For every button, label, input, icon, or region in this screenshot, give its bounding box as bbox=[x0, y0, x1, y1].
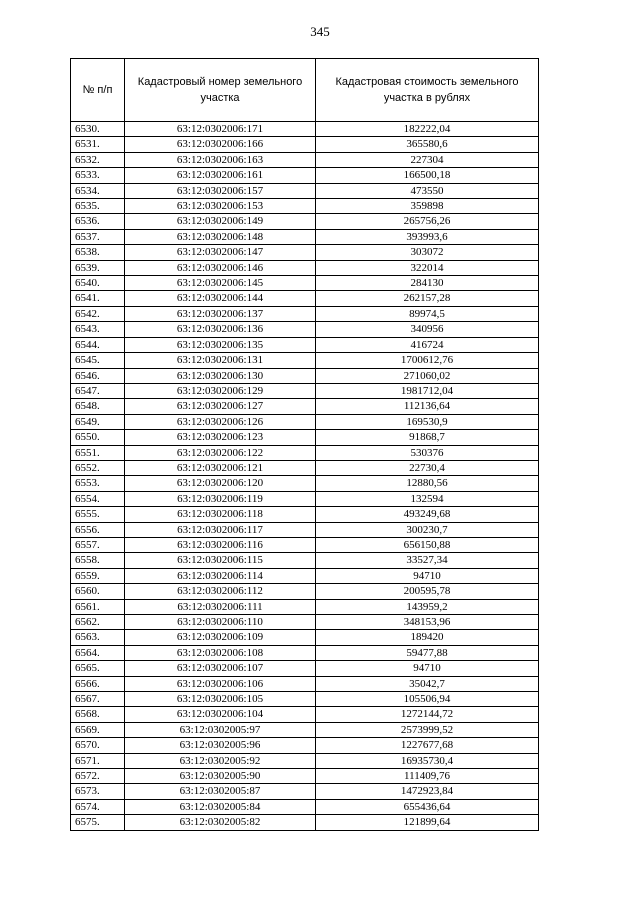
table-row bbox=[71, 491, 539, 506]
cadastral-value: 1472923,84 bbox=[316, 784, 539, 799]
cadastral-value: 169530,9 bbox=[316, 414, 539, 429]
table-row bbox=[71, 460, 539, 475]
cadastral-number: 63:12:0302006:106 bbox=[125, 676, 316, 691]
table-row bbox=[71, 152, 539, 167]
cadastral-number: 63:12:0302006:117 bbox=[125, 522, 316, 537]
cadastral-value: 227304 bbox=[316, 152, 539, 167]
table-row bbox=[71, 784, 539, 799]
cadastral-value: 262157,28 bbox=[316, 291, 539, 306]
row-number: 6563. bbox=[71, 630, 125, 645]
cadastral-number: 63:12:0302005:82 bbox=[125, 815, 316, 830]
cadastral-number: 63:12:0302006:104 bbox=[125, 707, 316, 722]
row-number: 6553. bbox=[71, 476, 125, 491]
table-row bbox=[71, 753, 539, 768]
row-number: 6575. bbox=[71, 815, 125, 830]
table-row bbox=[71, 769, 539, 784]
cadastral-value: 121899,64 bbox=[316, 815, 539, 830]
row-number: 6574. bbox=[71, 799, 125, 814]
cadastral-value: 656150,88 bbox=[316, 537, 539, 552]
cadastral-value: 2573999,52 bbox=[316, 722, 539, 737]
cadastral-number: 63:12:0302006:147 bbox=[125, 245, 316, 260]
table-body bbox=[71, 122, 539, 831]
cadastral-value: 284130 bbox=[316, 276, 539, 291]
cadastral-number: 63:12:0302006:115 bbox=[125, 553, 316, 568]
cadastral-number: 63:12:0302006:171 bbox=[125, 122, 316, 137]
row-number: 6534. bbox=[71, 183, 125, 198]
table-row bbox=[71, 676, 539, 691]
row-number: 6564. bbox=[71, 645, 125, 660]
row-number: 6562. bbox=[71, 615, 125, 630]
row-number: 6536. bbox=[71, 214, 125, 229]
cadastral-value: 94710 bbox=[316, 661, 539, 676]
cadastral-value: 16935730,4 bbox=[316, 753, 539, 768]
cadastral-number: 63:12:0302006:120 bbox=[125, 476, 316, 491]
table-row bbox=[71, 276, 539, 291]
cadastral-value: 105506,94 bbox=[316, 692, 539, 707]
table-row bbox=[71, 553, 539, 568]
table-row bbox=[71, 707, 539, 722]
table-row bbox=[71, 399, 539, 414]
cadastral-value: 22730,4 bbox=[316, 460, 539, 475]
table-row bbox=[71, 815, 539, 830]
cadastral-number: 63:12:0302006:105 bbox=[125, 692, 316, 707]
row-number: 6557. bbox=[71, 537, 125, 552]
header-cadastral-value: Кадастровая стоимость земельного участка в рублях bbox=[316, 59, 539, 122]
cadastral-number: 63:12:0302006:130 bbox=[125, 368, 316, 383]
table-row bbox=[71, 661, 539, 676]
cadastral-value: 112136,64 bbox=[316, 399, 539, 414]
table-row bbox=[71, 476, 539, 491]
cadastral-value-table bbox=[70, 58, 539, 831]
table-row bbox=[71, 584, 539, 599]
cadastral-value: 655436,64 bbox=[316, 799, 539, 814]
cadastral-value: 1700612,76 bbox=[316, 353, 539, 368]
cadastral-value: 348153,96 bbox=[316, 615, 539, 630]
cadastral-value: 91868,7 bbox=[316, 430, 539, 445]
cadastral-number: 63:12:0302006:111 bbox=[125, 599, 316, 614]
cadastral-number: 63:12:0302006:126 bbox=[125, 414, 316, 429]
cadastral-number: 63:12:0302006:129 bbox=[125, 383, 316, 398]
cadastral-number: 63:12:0302006:121 bbox=[125, 460, 316, 475]
table-row bbox=[71, 738, 539, 753]
row-number: 6533. bbox=[71, 168, 125, 183]
row-number: 6554. bbox=[71, 491, 125, 506]
cadastral-number: 63:12:0302006:112 bbox=[125, 584, 316, 599]
row-number: 6543. bbox=[71, 322, 125, 337]
cadastral-value: 1272144,72 bbox=[316, 707, 539, 722]
table-row bbox=[71, 368, 539, 383]
table-row bbox=[71, 353, 539, 368]
table-row bbox=[71, 645, 539, 660]
row-number: 6556. bbox=[71, 522, 125, 537]
table-row bbox=[71, 245, 539, 260]
row-number: 6567. bbox=[71, 692, 125, 707]
row-number: 6542. bbox=[71, 306, 125, 321]
table-row bbox=[71, 430, 539, 445]
row-number: 6561. bbox=[71, 599, 125, 614]
row-number: 6559. bbox=[71, 568, 125, 583]
row-number: 6573. bbox=[71, 784, 125, 799]
row-number: 6549. bbox=[71, 414, 125, 429]
row-number: 6541. bbox=[71, 291, 125, 306]
row-number: 6546. bbox=[71, 368, 125, 383]
cadastral-value: 322014 bbox=[316, 260, 539, 275]
cadastral-number: 63:12:0302005:87 bbox=[125, 784, 316, 799]
cadastral-value: 416724 bbox=[316, 337, 539, 352]
cadastral-number: 63:12:0302005:90 bbox=[125, 769, 316, 784]
table-row bbox=[71, 229, 539, 244]
table-row bbox=[71, 337, 539, 352]
table-row bbox=[71, 522, 539, 537]
cadastral-value: 393993,6 bbox=[316, 229, 539, 244]
row-number: 6550. bbox=[71, 430, 125, 445]
cadastral-number: 63:12:0302006:136 bbox=[125, 322, 316, 337]
table-row bbox=[71, 599, 539, 614]
cadastral-number: 63:12:0302006:161 bbox=[125, 168, 316, 183]
row-number: 6531. bbox=[71, 137, 125, 152]
cadastral-value: 271060,02 bbox=[316, 368, 539, 383]
row-number: 6558. bbox=[71, 553, 125, 568]
table-row bbox=[71, 414, 539, 429]
row-number: 6569. bbox=[71, 722, 125, 737]
row-number: 6555. bbox=[71, 507, 125, 522]
cadastral-value: 132594 bbox=[316, 491, 539, 506]
table-row bbox=[71, 630, 539, 645]
cadastral-number: 63:12:0302006:166 bbox=[125, 137, 316, 152]
cadastral-number: 63:12:0302006:108 bbox=[125, 645, 316, 660]
row-number: 6568. bbox=[71, 707, 125, 722]
row-number: 6540. bbox=[71, 276, 125, 291]
cadastral-value: 265756,26 bbox=[316, 214, 539, 229]
cadastral-value: 89974,5 bbox=[316, 306, 539, 321]
cadastral-number: 63:12:0302006:146 bbox=[125, 260, 316, 275]
header-row bbox=[71, 59, 539, 122]
row-number: 6545. bbox=[71, 353, 125, 368]
table-row bbox=[71, 260, 539, 275]
cadastral-value: 493249,68 bbox=[316, 507, 539, 522]
cadastral-value: 303072 bbox=[316, 245, 539, 260]
row-number: 6535. bbox=[71, 199, 125, 214]
cadastral-number: 63:12:0302005:97 bbox=[125, 722, 316, 737]
row-number: 6547. bbox=[71, 383, 125, 398]
table-row bbox=[71, 137, 539, 152]
table-row bbox=[71, 568, 539, 583]
cadastral-value: 182222,04 bbox=[316, 122, 539, 137]
row-number: 6532. bbox=[71, 152, 125, 167]
cadastral-number: 63:12:0302006:137 bbox=[125, 306, 316, 321]
cadastral-value: 35042,7 bbox=[316, 676, 539, 691]
row-number: 6539. bbox=[71, 260, 125, 275]
row-number: 6570. bbox=[71, 738, 125, 753]
cadastral-number: 63:12:0302006:131 bbox=[125, 353, 316, 368]
cadastral-value: 530376 bbox=[316, 445, 539, 460]
cadastral-number: 63:12:0302005:84 bbox=[125, 799, 316, 814]
table-row bbox=[71, 168, 539, 183]
cadastral-value: 359898 bbox=[316, 199, 539, 214]
row-number: 6572. bbox=[71, 769, 125, 784]
cadastral-number: 63:12:0302006:149 bbox=[125, 214, 316, 229]
cadastral-number: 63:12:0302006:114 bbox=[125, 568, 316, 583]
cadastral-value: 340956 bbox=[316, 322, 539, 337]
table-row bbox=[71, 183, 539, 198]
cadastral-value: 166500,18 bbox=[316, 168, 539, 183]
row-number: 6552. bbox=[71, 460, 125, 475]
table-row bbox=[71, 507, 539, 522]
table-row bbox=[71, 692, 539, 707]
cadastral-value: 94710 bbox=[316, 568, 539, 583]
table-row bbox=[71, 199, 539, 214]
row-number: 6548. bbox=[71, 399, 125, 414]
cadastral-number: 63:12:0302006:122 bbox=[125, 445, 316, 460]
cadastral-number: 63:12:0302006:144 bbox=[125, 291, 316, 306]
cadastral-number: 63:12:0302006:123 bbox=[125, 430, 316, 445]
row-number: 6544. bbox=[71, 337, 125, 352]
cadastral-number: 63:12:0302006:119 bbox=[125, 491, 316, 506]
cadastral-value: 1981712,04 bbox=[316, 383, 539, 398]
table-row bbox=[71, 214, 539, 229]
row-number: 6565. bbox=[71, 661, 125, 676]
table-row bbox=[71, 322, 539, 337]
cadastral-number: 63:12:0302005:96 bbox=[125, 738, 316, 753]
cadastral-number: 63:12:0302006:145 bbox=[125, 276, 316, 291]
header-number: № п/п bbox=[71, 59, 125, 122]
cadastral-value: 59477,88 bbox=[316, 645, 539, 660]
cadastral-number: 63:12:0302006:118 bbox=[125, 507, 316, 522]
table-row bbox=[71, 537, 539, 552]
header-cadastral-number: Кадастровый номер земельного участка bbox=[125, 59, 316, 122]
cadastral-value: 111409,76 bbox=[316, 769, 539, 784]
cadastral-value: 1227677,68 bbox=[316, 738, 539, 753]
cadastral-number: 63:12:0302006:127 bbox=[125, 399, 316, 414]
cadastral-number: 63:12:0302005:92 bbox=[125, 753, 316, 768]
cadastral-value: 143959,2 bbox=[316, 599, 539, 614]
table-row bbox=[71, 383, 539, 398]
cadastral-value: 189420 bbox=[316, 630, 539, 645]
row-number: 6530. bbox=[71, 122, 125, 137]
cadastral-number: 63:12:0302006:153 bbox=[125, 199, 316, 214]
cadastral-number: 63:12:0302006:148 bbox=[125, 229, 316, 244]
cadastral-value: 12880,56 bbox=[316, 476, 539, 491]
page-number: 345 bbox=[310, 24, 330, 39]
row-number: 6560. bbox=[71, 584, 125, 599]
table-row bbox=[71, 722, 539, 737]
table-row bbox=[71, 291, 539, 306]
cadastral-number: 63:12:0302006:135 bbox=[125, 337, 316, 352]
cadastral-value: 473550 bbox=[316, 183, 539, 198]
cadastral-value: 365580,6 bbox=[316, 137, 539, 152]
row-number: 6551. bbox=[71, 445, 125, 460]
row-number: 6566. bbox=[71, 676, 125, 691]
cadastral-number: 63:12:0302006:110 bbox=[125, 615, 316, 630]
cadastral-value: 300230,7 bbox=[316, 522, 539, 537]
row-number: 6571. bbox=[71, 753, 125, 768]
table-row bbox=[71, 615, 539, 630]
table-header bbox=[71, 59, 539, 122]
cadastral-value: 33527,34 bbox=[316, 553, 539, 568]
cadastral-number: 63:12:0302006:116 bbox=[125, 537, 316, 552]
cadastral-number: 63:12:0302006:157 bbox=[125, 183, 316, 198]
row-number: 6537. bbox=[71, 229, 125, 244]
cadastral-number: 63:12:0302006:107 bbox=[125, 661, 316, 676]
cadastral-number: 63:12:0302006:163 bbox=[125, 152, 316, 167]
table-row bbox=[71, 799, 539, 814]
table-row bbox=[71, 306, 539, 321]
cadastral-value: 200595,78 bbox=[316, 584, 539, 599]
table-row bbox=[71, 445, 539, 460]
table-row bbox=[71, 122, 539, 137]
row-number: 6538. bbox=[71, 245, 125, 260]
cadastral-number: 63:12:0302006:109 bbox=[125, 630, 316, 645]
